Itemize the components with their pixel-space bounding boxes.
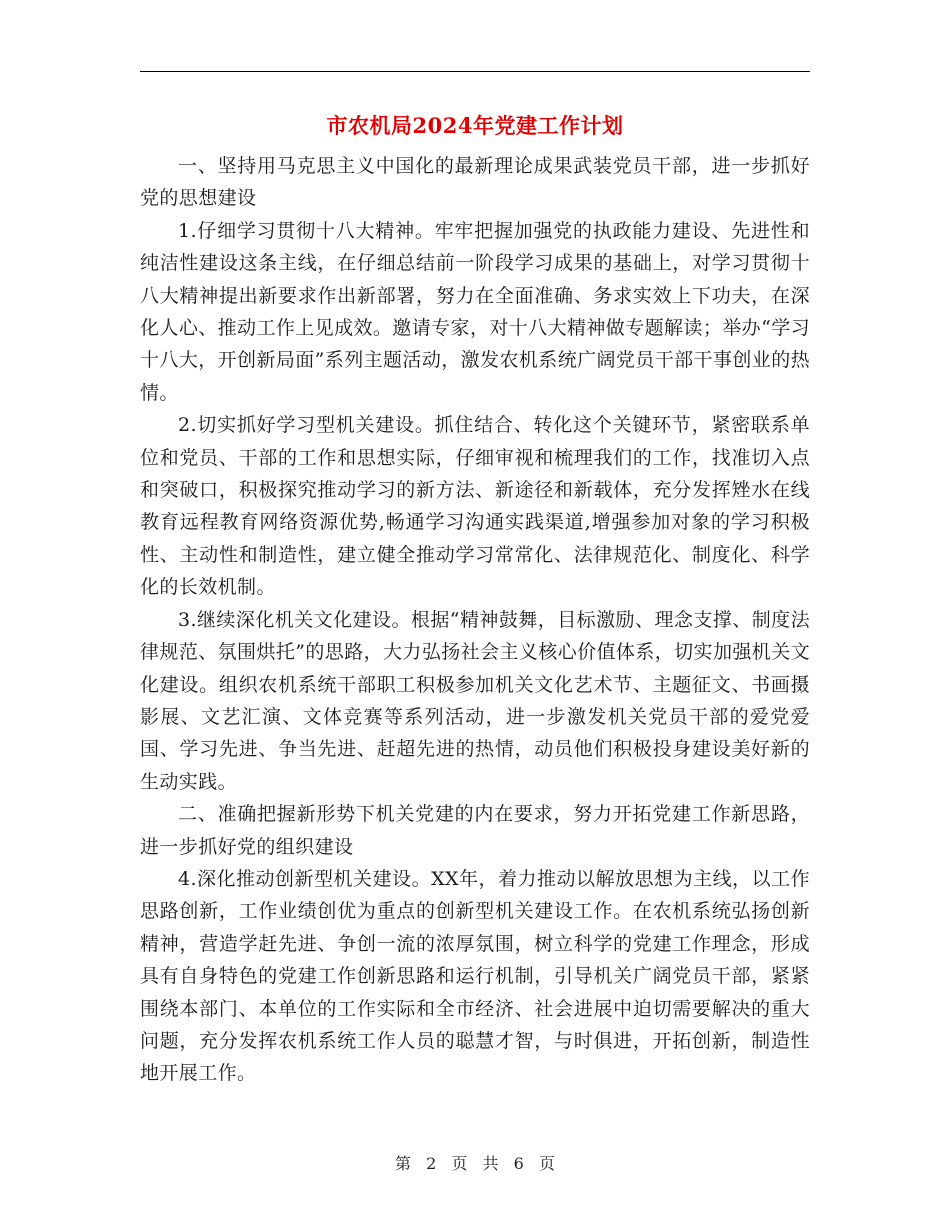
item-paragraph-3: 3.继续深化机关文化建设。根据“精神鼓舞，目标激励、理念支撑、制度法律规范、氛围烘托”的思路，大力弘扬社会主义核心价值体系，切实加强机关文化建设。组织农机系统干部职工积极参加机关文化艺术节、主题征文、书画摄影展、文艺汇演、文体竞赛等系列活动，进一步激发机关党员干部的爱党爱国、学习先进、争当先进、赶超先进的热情，动员他们积极投身建设美好新的生动实践。 xyxy=(140,608,810,793)
section-heading-2: 二、准确把握新形势下机关党建的内在要求，努力开拓党建工作新思路，进一步抓好党的组织建设 xyxy=(140,803,810,858)
item-paragraph-1: 1.仔细学习贯彻十八大精神。牢牢把握加强党的执政能力建设、先进性和纯洁性建设这条主线，在仔细总结前一阶段学习成果的基础上，对学习贯彻十八大精神提出新要求作出新部署，努力在全面准确、务求实效上下功夫，在深化人心、推动工作上见成效。邀请专家，对十八大精神做专题解读；举办“学习十八大，开创新局面”系列主题活动，激发农机系统广阔党员干部干事创业的热情。 xyxy=(140,219,810,404)
footer-prefix: 第 xyxy=(395,1154,412,1173)
document-body xyxy=(140,150,810,1090)
section-heading-1: 一、坚持用马克思主义中国化的最新理论成果武装党员干部，进一步抓好党的思想建设 xyxy=(140,155,810,210)
footer-page-word: 页 xyxy=(451,1154,468,1173)
document-title: 市农机局2024年党建工作计划 xyxy=(326,113,624,138)
page-footer xyxy=(0,1152,950,1176)
footer-suffix: 页 xyxy=(538,1154,555,1173)
current-page-number: 2 xyxy=(426,1154,437,1173)
header-rule xyxy=(140,71,810,72)
item-paragraph-4: 4.深化推动创新型机关建设。XX年，着力推动以解放思想为主线，以工作思路创新，工作业绩创优为重点的创新型机关建设工作。在农机系统弘扬创新精神，营造学赶先进、争创一流的浓厚氛围，树立科学的党建工作理念，形成具有自身特色的党建工作创新思路和运行机制，引导机关广阔党员干部，紧紧围绕本部门、本单位的工作实际和全市经济、社会进展中迫切需要解决的重大问题，充分发挥农机系统工作人员的聪慧才智，与时俱进，开拓创新，制造性地开展工作。 xyxy=(140,867,810,1085)
footer-total-word: 共 xyxy=(482,1154,499,1173)
item-paragraph-2: 2.切实抓好学习型机关建设。抓住结合、转化这个关键环节，紧密联系单位和党员、干部的工作和思想实际，仔细审视和梳理我们的工作，找准切入点和突破口，积极探究推动学习的新方法、新途径和新载体，充分发挥矬水在线教育远程教育网络资源优势,畅通学习沟通实践渠道,增强参加对象的学习积极性、主动性和制造性，建立健全推动学习常常化、法律规范化、制度化、科学化的长效机制。 xyxy=(140,414,810,599)
total-page-count: 6 xyxy=(513,1154,524,1173)
